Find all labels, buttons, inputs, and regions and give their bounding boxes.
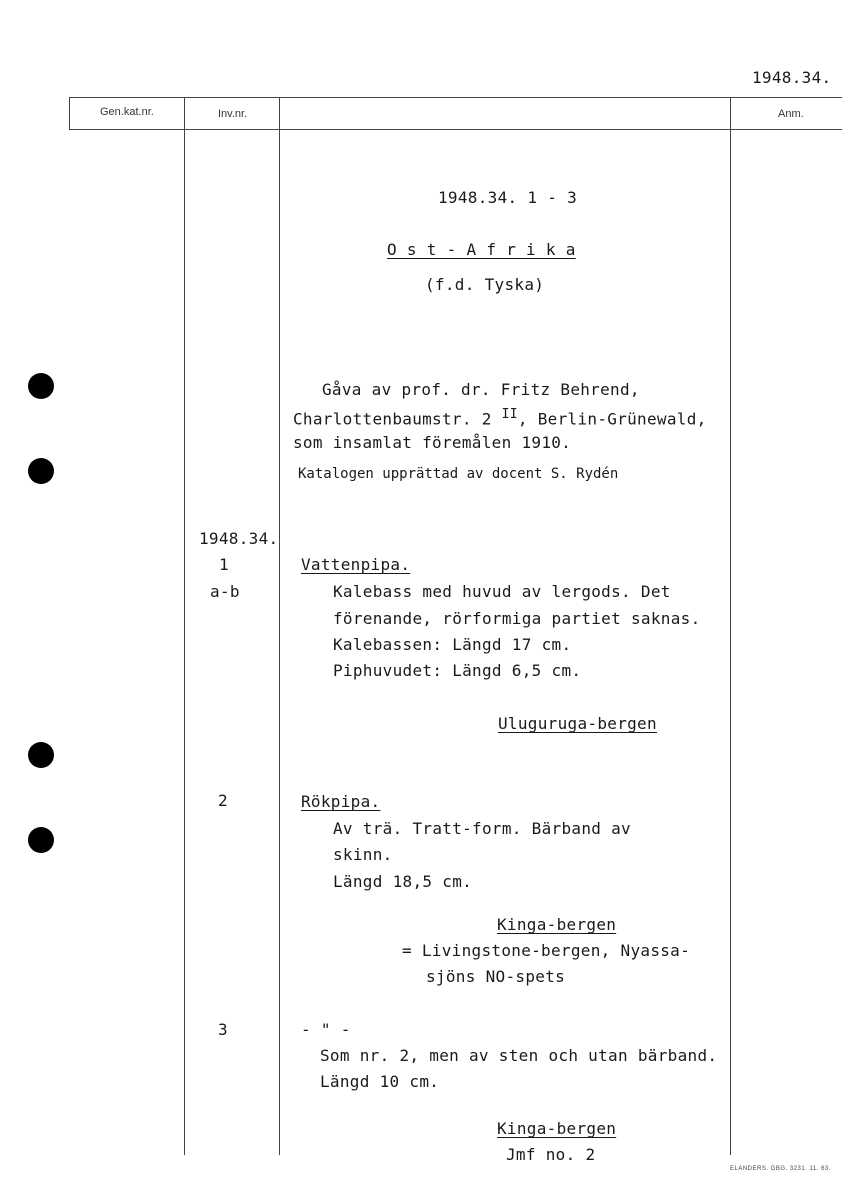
item-name: - " -: [301, 1020, 351, 1039]
donation-line-3: som insamlat föremålen 1910.: [293, 433, 572, 452]
punch-hole: [28, 827, 54, 853]
column-rule: [69, 97, 70, 130]
column-rule: [279, 97, 280, 1155]
donation-line-2: [293, 407, 707, 428]
region-note: (f.d. Tyska): [425, 275, 545, 294]
item-description-line: skinn.: [333, 845, 393, 864]
inventory-prefix: 1948.34.: [199, 529, 279, 548]
item-inv-number: 2: [218, 791, 228, 810]
item-locality: Kinga-bergen: [497, 1119, 617, 1138]
punch-hole: [28, 742, 54, 768]
item-description-line: Kalebassen: Längd 17 cm.: [333, 635, 572, 654]
item-locality-note: sjöns NO-spets: [426, 967, 566, 986]
item-description-line: förenande, rörformiga partiet saknas.: [333, 609, 701, 628]
item-description-line: Längd 18,5 cm.: [333, 872, 473, 891]
item-description-line: Som nr. 2, men av sten och utan bärband.: [320, 1046, 718, 1065]
item-description-line: Längd 10 cm.: [320, 1072, 440, 1091]
cataloguer-note: Katalogen upprättad av docent S. Rydén: [298, 466, 619, 482]
donation-city: , Berlin-Grünewald,: [517, 409, 707, 429]
item-name: Vattenpipa.: [301, 555, 411, 574]
column-rule: [184, 97, 185, 1155]
item-locality-note: = Livingstone-bergen, Nyassa-: [402, 941, 691, 960]
item-name: Rökpipa.: [301, 792, 381, 811]
printer-mark: ELANDERS. GBG. 3231. 11. 63.: [730, 1166, 831, 1172]
donation-address: Charlottenbaumstr. 2: [293, 409, 492, 429]
header-inv: Inv.nr.: [218, 108, 248, 120]
item-inv-sub: a-b: [210, 582, 240, 601]
item-inv-number: 3: [218, 1020, 228, 1039]
header-anm: Anm.: [778, 108, 804, 120]
item-locality-note: Jmf no. 2: [506, 1145, 596, 1164]
item-locality: Kinga-bergen: [497, 915, 617, 934]
item-description-line: Piphuvudet: Längd 6,5 cm.: [333, 661, 582, 680]
punch-hole: [28, 373, 54, 399]
donation-floor: II: [501, 407, 518, 422]
punch-hole: [28, 458, 54, 484]
item-description-line: Kalebass med huvud av lergods. Det: [333, 582, 671, 601]
region-heading: O s t - A f r i k a: [387, 240, 576, 259]
donation-line-1: Gåva av prof. dr. Fritz Behrend,: [322, 380, 640, 399]
item-inv-number: 1: [219, 555, 229, 574]
card-number: 1948.34.: [752, 68, 832, 87]
item-locality: Uluguruga-bergen: [498, 714, 657, 733]
column-rule: [730, 97, 731, 1155]
header-gen-kat: Gen.kat.nr.: [100, 106, 154, 118]
item-description-line: Av trä. Tratt-form. Bärband av: [333, 819, 631, 838]
number-range: 1948.34. 1 - 3: [438, 188, 578, 207]
